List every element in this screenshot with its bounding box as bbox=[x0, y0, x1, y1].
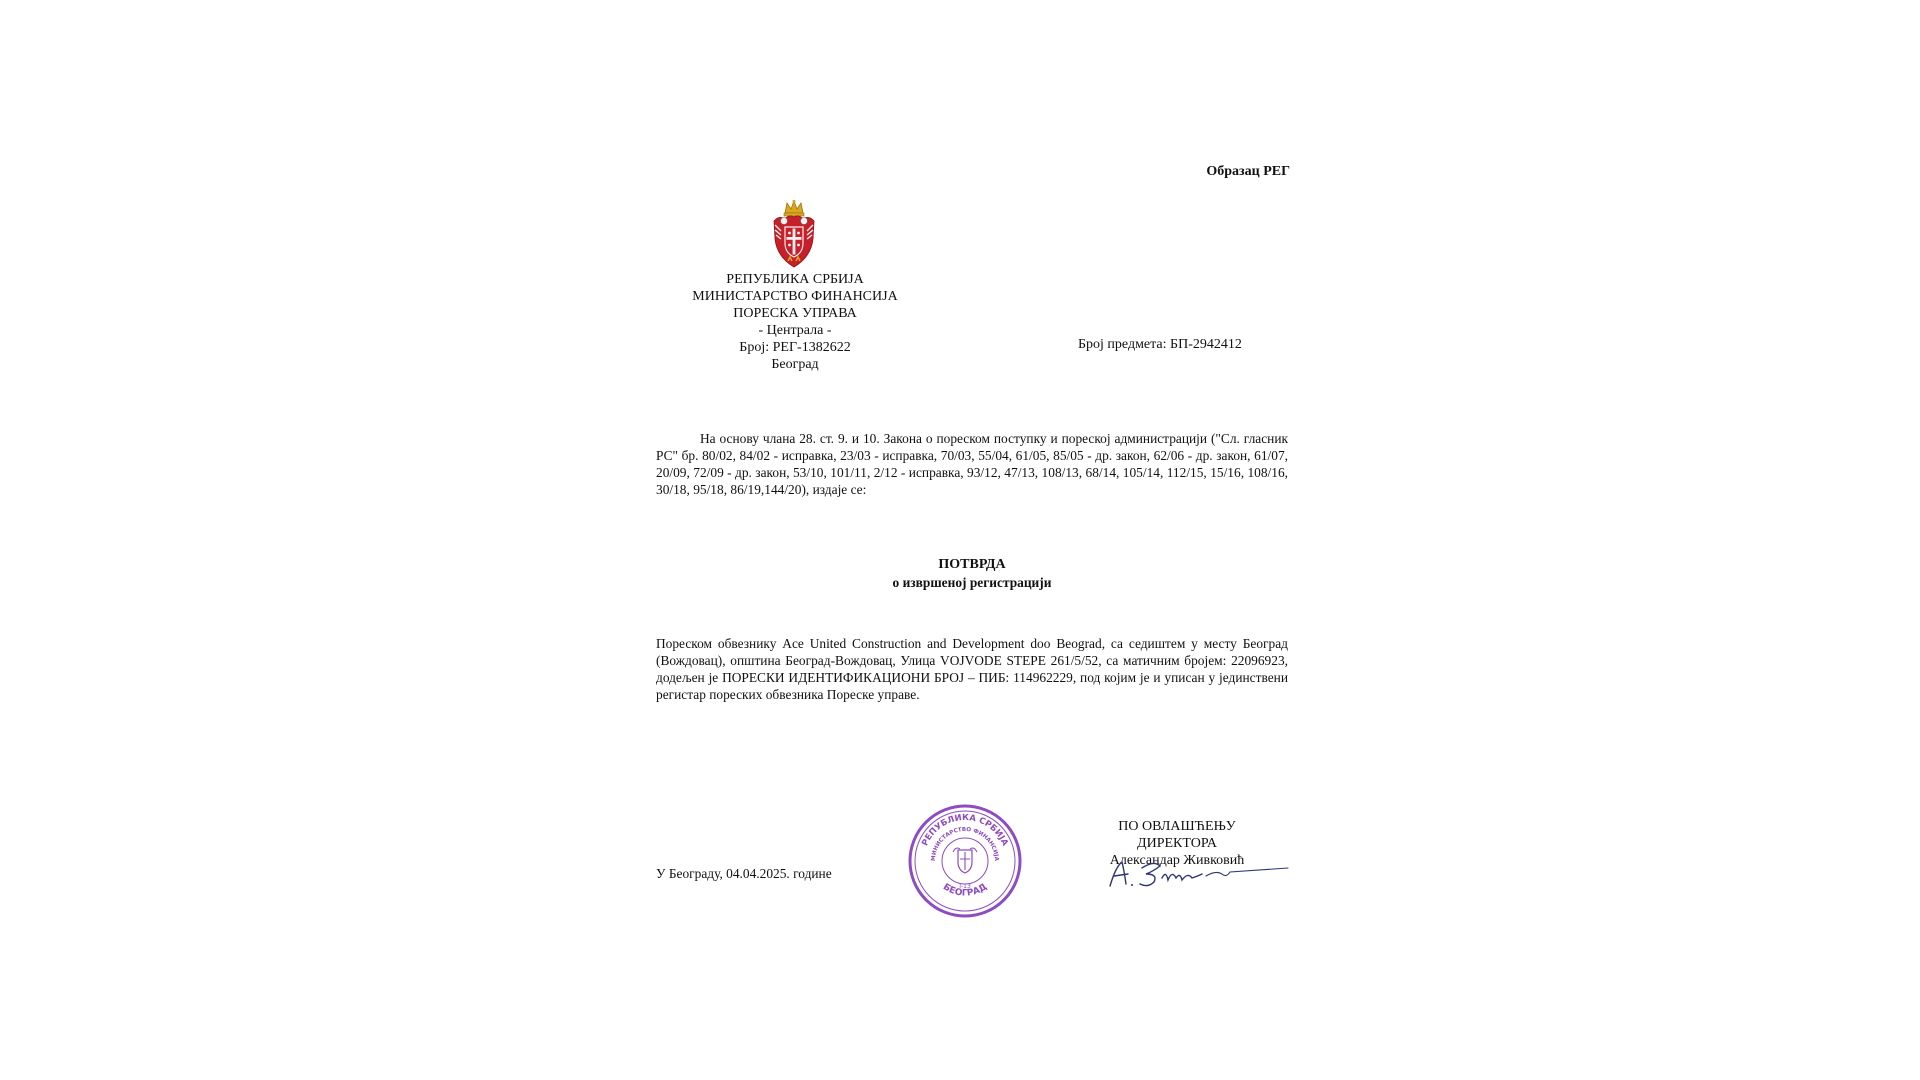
header-ministry: МИНИСТАРСТВО ФИНАНСИЈА bbox=[692, 289, 898, 304]
signatory-name: Александар Живковић bbox=[1109, 853, 1245, 868]
document-subtitle: о извршеној регистрацији bbox=[892, 575, 1052, 590]
stamp-text-top: РЕПУБЛИКА СРБИЈА bbox=[920, 812, 1010, 848]
stamp-number: I-13 bbox=[959, 883, 971, 890]
coat-of-arms-icon bbox=[771, 199, 817, 269]
header-city: Београд bbox=[771, 357, 819, 372]
signatory-authority: ПО ОВЛАШЋЕЊУ ДИРЕКТОРА bbox=[1118, 819, 1236, 851]
confirmation-paragraph: Пореском обвезнику Ace United Construction and Development doo Beograd, са седиштем у месту Београд (Вождовац), општина Београд-Вождовац, Улица VOJVODE STEPE 261/5/52, са матичним бројем: 22096923, додељен је ПОРЕСКИ ИДЕНТИФИКАЦИОНИ БРОЈ – ПИБ: 114962229, под којим је и уписан у јединствени регистар пореских обвезника Пореске управе. bbox=[656, 636, 1288, 702]
legal-basis-paragraph: На основу члана 28. ст. 9. и 10. Закона о пореском поступку и пореској администрацији ("Сл. гласник РС" бр. 80/02, 84/02 - исправка, 23/03 - исправка, 70/03, 55/04, 61/05, 85/05 - др. закон, 62/06 - др. закон, 61/07, 20/09, 72/09 - др. закон, 53/10, 101/11, 2/12 - исправка, 93/12, 47/13, 108/13, 68/14, 105/14, 112/15, 15/16, 108/16, 30/18, 95/18, 86/19,144/20), издаје се: bbox=[656, 431, 1288, 497]
header-country: РЕПУБЛИКА СРБИЈА bbox=[726, 272, 864, 287]
issuer-header bbox=[655, 271, 935, 373]
place-and-date: У Београду, 04.04.2025. године bbox=[656, 866, 832, 881]
header-agency: ПОРЕСКА УПРАВА bbox=[733, 306, 857, 321]
document-title: ПОТВРДА bbox=[938, 557, 1006, 572]
official-stamp-icon bbox=[908, 804, 1022, 918]
form-label: Образац РЕГ bbox=[1206, 164, 1290, 179]
stamp-text-bottom: БЕОГРАД bbox=[940, 882, 990, 899]
case-number: Број предмета: БП-2942412 bbox=[1078, 337, 1242, 352]
header-reference-number: Број: РЕГ-1382622 bbox=[739, 340, 851, 355]
header-office: - Централа - bbox=[758, 323, 832, 338]
stamp-text-middle: МИНИСТАРСТВО ФИНАНСИЈА bbox=[930, 826, 1000, 862]
handwritten-signature-icon bbox=[1102, 856, 1292, 892]
